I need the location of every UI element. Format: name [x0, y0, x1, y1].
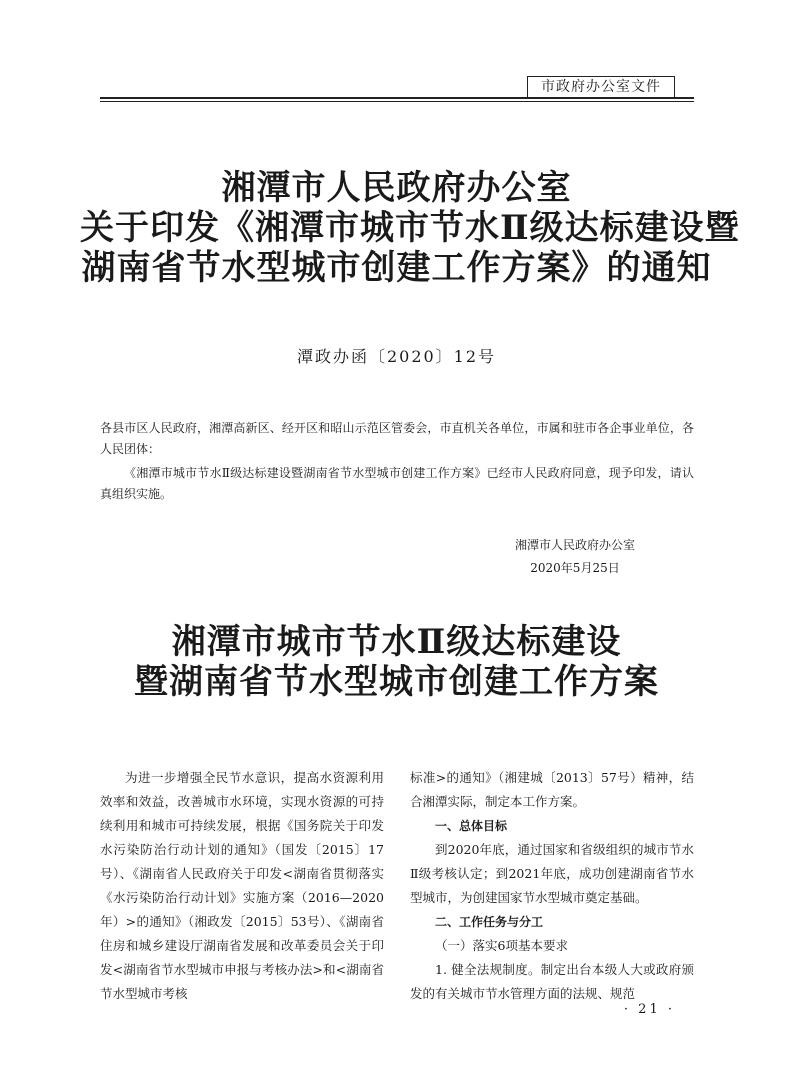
left-column: [100, 766, 384, 1006]
plan-title-line: 暨湖南省节水型城市创建工作方案: [134, 662, 659, 702]
paragraph: 1. 健全法规制度。制定出台本级人大或政府颁发的有关城市节水管理方面的法规、规范: [410, 962, 694, 1001]
paragraph: （一）落实6项基本要求: [435, 938, 568, 953]
paragraph: 到2020年底，通过国家和省级组织的城市节水Ⅱ级考核认定；到2021年底，成功创建湖南省节水型城市，为创建国家节水型城市奠定基础。: [410, 842, 694, 905]
signatory: 湘潭市人民政府办公室: [514, 538, 635, 552]
paragraph: 标准>的通知》（湘建城〔2013〕57号）精神，结合湘潭实际，制定本工作方案。: [410, 770, 694, 809]
notice-title-line: 湘潭市人民政府办公室: [221, 168, 572, 208]
right-column: [410, 766, 694, 1006]
notice-body: 《湘潭市城市节水Ⅱ级达标建设暨湖南省节水型城市创建工作方案》已经市人民政府同意，现予印发，请认真组织实施。: [100, 466, 694, 501]
notice-title: [80, 168, 740, 288]
issue-date: 2020年5月25日: [530, 561, 620, 575]
notice-title-line: 关于印发《湘潭市城市节水Ⅱ级达标建设暨: [80, 208, 740, 248]
header-rule-thin: [100, 101, 694, 102]
section-heading: 一、总体目标: [435, 819, 508, 833]
plan-title: [80, 622, 713, 702]
notice-title-line: 湖南省节水型城市创建工作方案》的通知: [81, 248, 712, 288]
page-number: · 21 ·: [623, 1002, 675, 1017]
paragraph: 为进一步增强全民节水意识，提高水资源利用效率和效益，改善城市水环境，实现水资源的可持续利用和城市可持续发展，根据《国务院关于印发水污染防治行动计划的通知》（国发〔2015〕17号）、《湖南省人民政府关于印发<湖南省贯彻落实《水污染防治行动计划》实施方案（2016—2020年）>的通知》（湘政发〔2015〕53号）、《湖南省住房和城乡建设厅湖南省发展和改革委员会关于印发<湖南省节水型城市申报与考核办法>和<湖南省节水型城市考核: [100, 770, 384, 1001]
section-label: 市政府办公室文件: [527, 76, 675, 98]
plan-title-line: 湘潭市城市节水Ⅱ级达标建设: [171, 622, 622, 662]
document-number: 潭政办函〔2020〕12号: [296, 347, 497, 366]
recipients: 各县市区人民政府，湘潭高新区、经开区和昭山示范区管委会，市直机关各单位，市属和驻市各企事业单位，各人民团体：: [100, 421, 694, 456]
section-heading: 二、工作任务与分工: [435, 915, 544, 929]
header-rule: [100, 97, 694, 99]
